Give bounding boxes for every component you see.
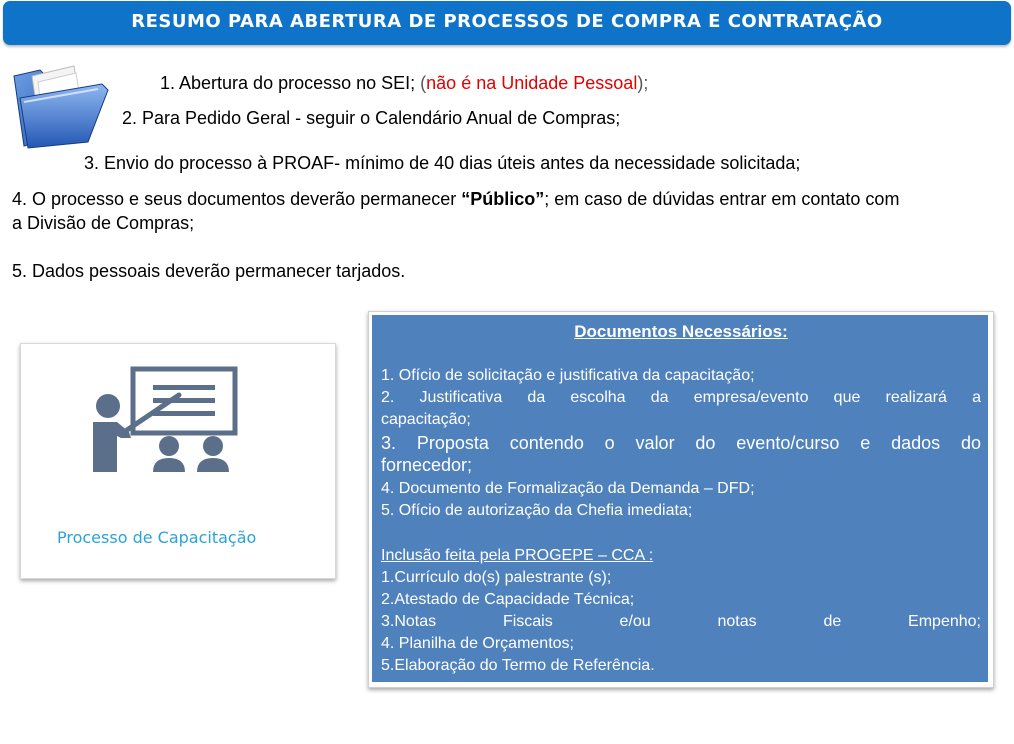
step-4-post: ; em caso de dúvidas entrar em contato com [544,189,900,209]
documents-panel-body [372,315,988,682]
doc-item-2-cont: capacitação; [381,411,471,428]
presentation-teacher-icon [91,366,241,476]
doc-item-3: 3. Proposta contendo o valor do evento/curso e dados do [381,433,981,453]
doc-item-4: 4. Documento de Formalização da Demanda – DFD; [381,480,755,497]
sub-item-2: 2.Atestado de Capacidade Técnica; [381,591,635,608]
sub-item-3: 3.Notas Fiscais e/ou notas de Empenho; [381,613,981,630]
step-4-pre: 4. O processo e seus documentos deverão permanecer [12,189,462,209]
sub-item-5: 5.Elaboração do Termo de Referência. [381,657,655,674]
page-title: RESUMO PARA ABERTURA DE PROCESSOS DE COMPRA E CONTRATAÇÃO [131,11,883,32]
header-banner [3,1,1011,45]
step-4-bold: “Público” [461,189,545,209]
documents-panel [368,311,994,688]
step-1-highlight: não é na Unidade Pessoal [426,73,638,93]
step-1-paren-open: ( [420,73,427,93]
panel-title: Documentos Necessários: [574,322,788,341]
sub-item-1: 1.Currículo do(s) palestrante (s); [381,569,612,586]
panel-subtitle: Inclusão feita pela PROGEPE – CCA : [381,547,654,564]
card-caption: Processo de Capacitação [57,528,257,547]
step-5: 5. Dados pessoais deverão permanecer tarjados. [12,261,406,281]
step-2: 2. Para Pedido Geral - seguir o Calendário Anual de Compras; [122,108,621,128]
capacitacao-card [20,343,336,579]
step-3: 3. Envio do processo à PROAF- mínimo de 40 dias úteis antes da necessidade solicitada; [84,153,801,173]
open-folder-icon [10,62,110,150]
step-4 [12,188,899,210]
sub-item-4: 4. Planilha de Orçamentos; [381,635,574,652]
doc-item-1: 1. Ofício de solicitação e justificativa da capacitação; [381,367,755,384]
step-1-text: 1. Abertura do processo no SEI; [160,73,421,93]
doc-item-5: 5. Ofício de autorização da Chefia imediata; [381,502,693,519]
doc-item-3-cont: fornecedor; [381,455,473,475]
doc-item-2: 2. Justificativa da escolha da empresa/evento que realizará a [381,389,981,406]
step-1 [160,72,648,94]
step-1-paren-close: ); [637,73,649,93]
step-4-line2: a Divisão de Compras; [12,213,195,233]
